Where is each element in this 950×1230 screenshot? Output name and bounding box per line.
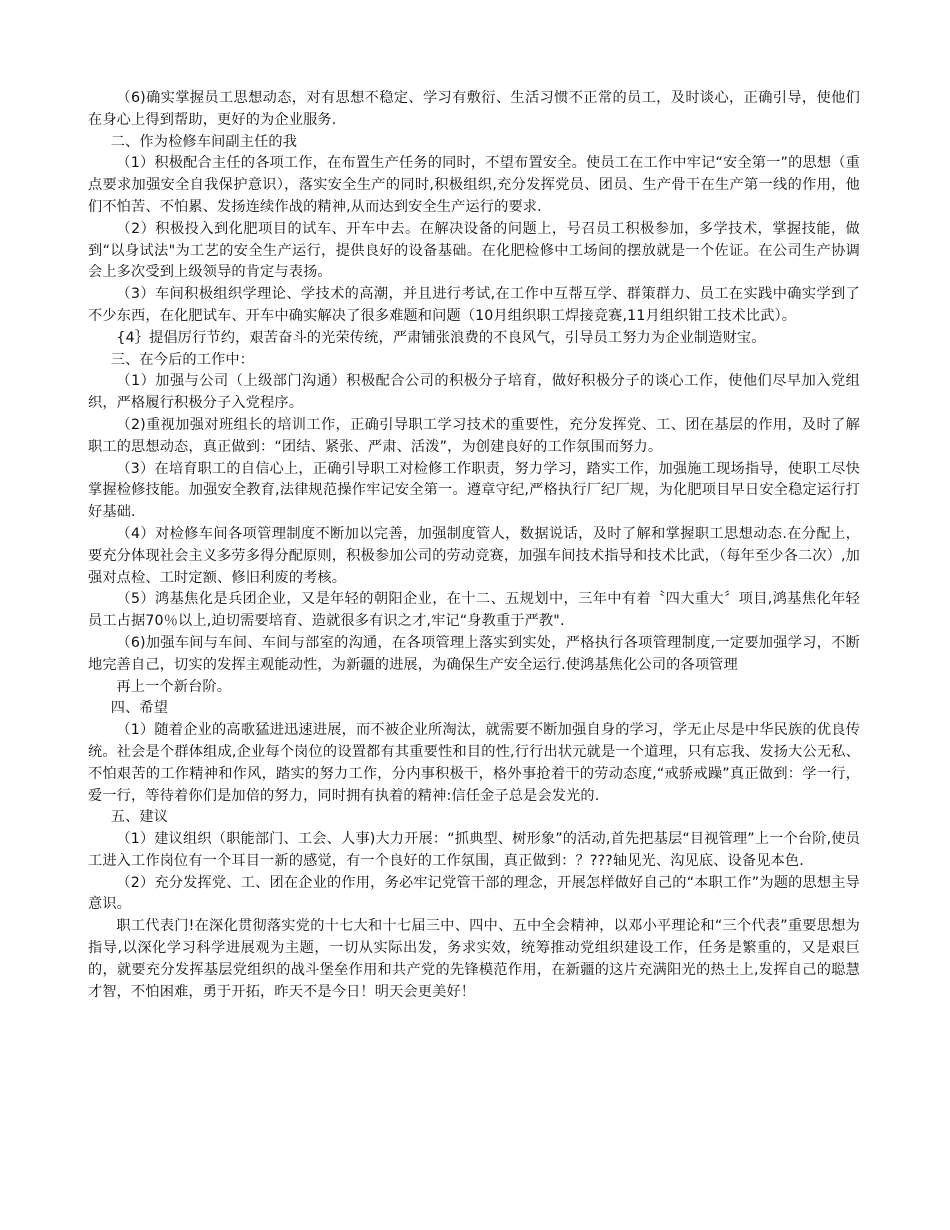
paragraph-workshop-study: （3）车间积极组织学理论、学技术的高潮，并且进行考试,在工作中互帮互学、群策群力、员工在实践中确实学到了不少东西，在化肥试车、开车中确实解决了很多难题和问题（10月组织职工焊接竞赛,11月组织钳工技术比武）。 xyxy=(88,286,860,324)
paragraph-activist-training: （1）加强与公司（上级部门沟通）积极配合公司的积极分子培育，做好积极分子的谈心工作，使他们尽早加入党组织，严格履行积极分子入党程序。 xyxy=(88,373,860,412)
paragraph-team-leader-training: （2)重视加强对班组长的培训工作，正确引导职工学习技术的重要性，充分发挥党、工、团在基层的作用，及时了解职工的思想动态，真正做到：“团结、紧张、严肃、活泼”，为创建良好的工作氛围而努力。 xyxy=(88,416,860,455)
paragraph-ensure-employee-mindset: （6)确实掌握员工思想动态，对有思想不稳定、学习有敷衍、生活习惯不正常的员工，及时谈心，正确引导，使他们在身心上得到帮助，更好的为企业服务. xyxy=(88,90,860,128)
paragraph-management-system: （4）对检修车间各项管理制度不断加以完善，加强制度管人，数据说话，及时了解和掌握职工思想动态.在分配上，要充分体现社会主义多劳多得分配原则，积极参加公司的劳动竞赛，加强车间技术指导和技术比武，（每年至少各二次）,加强对点检、工时定额、修旧利废的考核。 xyxy=(88,525,860,586)
paragraph-communication: （6)加强车间与车间、车间与部室的沟通，在各项管理上落实到实处，严格执行各项管理制度,一定要加强学习，不断地完善自己，切实的发挥主观能动性，为新疆的进展，为确保生产安全运行.使鸿基焦化公司的各项管理 xyxy=(88,634,860,673)
section-heading-future-work: 三、在今后的工作中： xyxy=(110,351,255,368)
paragraph-suggestion-party-role: （2）充分发挥党、工、团在企业的作用，务必牢记党管干部的理念，开展怎样做好自己的“本职工作”为题的思想主导意识。 xyxy=(88,874,860,913)
section-heading-hope: 四、希望 xyxy=(110,700,169,717)
section-heading-suggestions: 五、建议 xyxy=(110,809,169,826)
paragraph-employee-confidence: （3）在培育职工的自信心上，正确引导职工对检修工作职责，努力学习，踏实工作，加强施工现场指导，使职工尽快掌握检修技能。加强安全教育,法律规范操作牢记安全第一。遵章守纪,严格执行厂纪厂规，为化肥项目早日安全稳定运行打好基础. xyxy=(88,460,860,521)
paragraph-fertilizer-project: （2）积极投入到化肥项目的试车、开车中去。在解决设备的问题上，号召员工积极参加，多学技术，掌握技能，做到“以身试法"为工艺的安全生产运行，提供良好的设备基础。在化肥检修中工场间的摆放就是一个佐证。在公司生产协调会上多次受到上级领导的肯定与表扬。 xyxy=(88,220,860,281)
paragraph-new-level: 再上一个新台阶。 xyxy=(116,678,232,695)
paragraph-cooperate-director: （1）积极配合主任的各项工作，在布置生产任务的同时，不望布置安全。使员工在工作中牢记“安全第一”的思想（重点要求加强安全自我保护意识），落实安全生产的同时,积极组织,充分发挥党员、团员、生产骨干在生产第一线的作用，他们不怕苦、不怕累、发扬连续作战的精神,从而达到安全生产运行的要求. xyxy=(88,155,860,215)
document-body xyxy=(88,88,860,1003)
paragraph-suggestion-activity: （1）建议组织（职能部门、工会、人事)大力开展：“抓典型、树形象”的活动,首先把基层“目视管理”上一个台阶,使员工进入工作岗位有一个耳目一新的感觉，有一个良好的工作氛围，真正做到：？???轴见光、沟见底、设备见本色. xyxy=(88,831,860,869)
paragraph-self-learning: （1）随着企业的高歌猛进迅速进展，而不被企业所淘汰，就需要不断加强自身的学习，学无止尽是中华民族的优良传统。社会是个群体组成,企业每个岗位的设置都有其重要性和目的性,行行出状元就是一个道理，只有忘我、发扬大公无私、不怕艰苦的工作精神和作风，踏实的努力工作，分内事积极干，格外事抢着干的劳动态度,“戒骄戒躁”真正做到：学一行，爱一行，等待着你们是加倍的努力，同时拥有执着的精神:信任金子总是会发光的. xyxy=(88,722,860,804)
section-heading-deputy-director: 二、作为检修车间副主任的我 xyxy=(110,133,298,150)
paragraph-closing: 职工代表门!在深化贯彻落实党的十七大和十七届三中、四中、五中全会精神，以邓小平理论和“三个代表”重要思想为指导,以深化学习科学进展观为主题，一切从实际出发，务求实效，统筹推动党组织建设工作，任务是繁重的，又是艰巨的，就要充分发挥基层党组织的战斗堡垒作用和共产党的先锋模范作用，在新疆的这片充满阳光的热土上,发挥自己的聪慧才智，不怕困难，勇于开拓，昨天不是今日！明天会更美好！ xyxy=(88,918,860,1000)
paragraph-hongji-coking: （5）鸿基焦化是兵团企业，又是年轻的朝阳企业，在十二、五规划中，三年中有着〝四大重大〞项目,鸿基焦化年轻员工占据70％以上,迫切需要培育、造就很多有识之才,牢记“身教重于严教". xyxy=(88,591,860,630)
paragraph-thrift: {4｝提倡厉行节约，艰苦奋斗的光荣传统，严肃铺张浪费的不良风气，引导员工努力为企业制造财宝。 xyxy=(116,329,766,346)
